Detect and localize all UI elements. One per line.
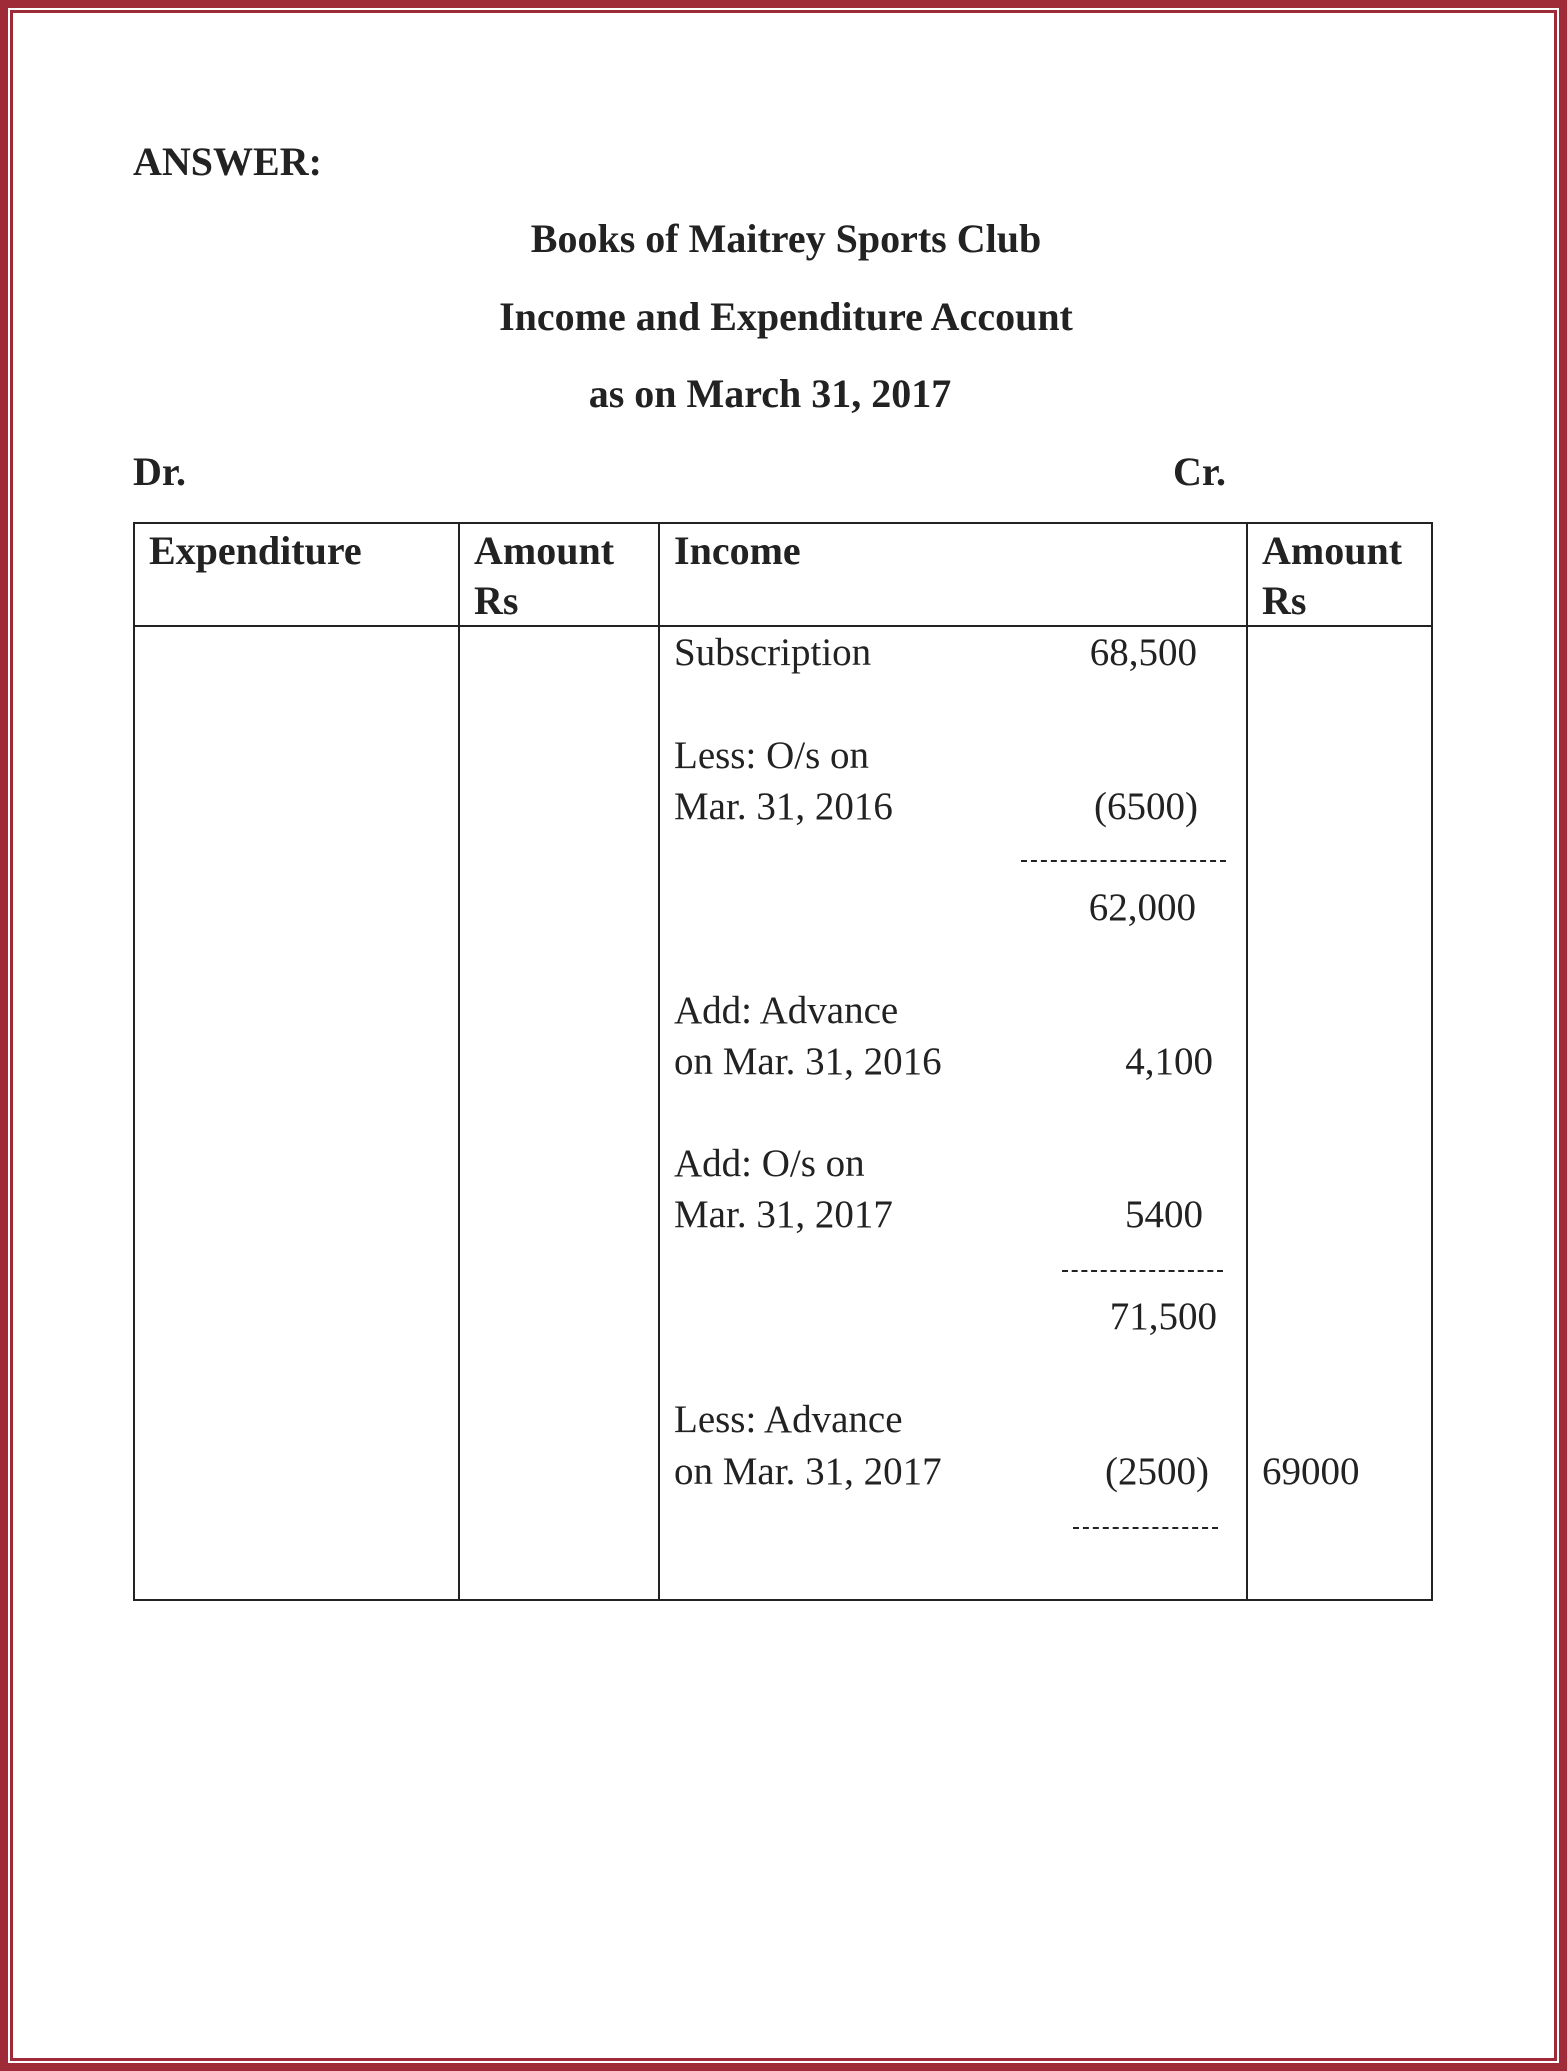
income-label: Mar. 31, 2017 (674, 1193, 893, 1236)
income-amount: 4,100 (1125, 1040, 1213, 1083)
income-label: Less: O/s on (674, 734, 869, 777)
dashed-rule (1073, 1527, 1218, 1529)
income-label: Mar. 31, 2016 (674, 785, 893, 828)
dashed-rule (1021, 860, 1226, 862)
credit-label: Cr. (1173, 449, 1226, 494)
header-amount-left-unit: Rs (474, 578, 519, 623)
income-label: on Mar. 31, 2017 (674, 1450, 942, 1493)
income-subtotal: 62,000 (1088, 886, 1196, 929)
header-amount-right-unit: Rs (1262, 578, 1307, 623)
dashed-rule (1062, 1270, 1223, 1272)
debit-label: Dr. (133, 449, 186, 494)
title-account: Income and Expenditure Account (499, 294, 1073, 339)
income-amount: 5400 (1125, 1193, 1203, 1236)
total-income-amount: 69000 (1262, 1450, 1360, 1493)
answer-heading: ANSWER: (133, 139, 322, 184)
income-amount: 68,500 (1089, 631, 1197, 674)
income-subtotal: 71,500 (1109, 1295, 1217, 1338)
income-label-subscription: Subscription (674, 631, 872, 674)
income-label: on Mar. 31, 2016 (674, 1040, 942, 1083)
income-amount: (6500) (1094, 785, 1198, 828)
income-amount: (2500) (1105, 1450, 1209, 1493)
header-expenditure: Expenditure (149, 528, 362, 573)
header-income: Income (674, 528, 801, 573)
income-label: Add: O/s on (674, 1142, 865, 1185)
income-label: Add: Advance (674, 989, 899, 1032)
title-books: Books of Maitrey Sports Club (530, 216, 1042, 261)
header-amount-left: Amount (474, 528, 615, 573)
title-date: as on March 31, 2017 (588, 371, 952, 416)
income-label: Less: Advance (674, 1398, 903, 1441)
header-amount-right: Amount (1262, 528, 1403, 573)
